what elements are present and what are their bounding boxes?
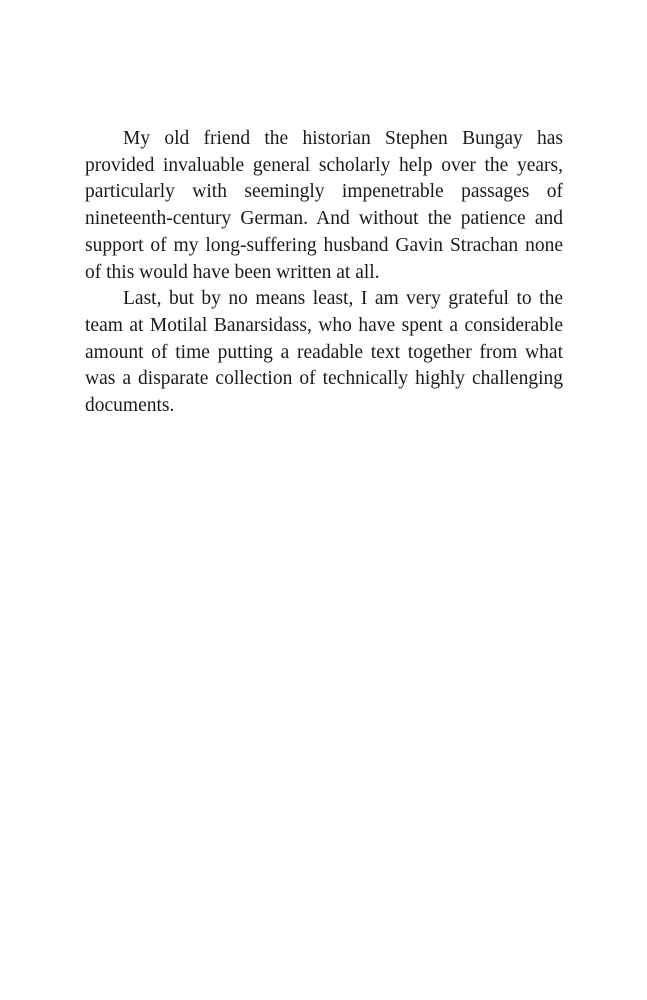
paragraph-acknowledgment-scholarly: My old friend the historian Stephen Bungay has provided invaluable general scholarly help over the years, particularly with seemingly impenetrable passages of nineteenth-century German. And without the patience and support of my long-suffering husband Gavin Strachan none of this would have been written at all.: [85, 128, 563, 283]
paragraph-acknowledgment-publisher: Last, but by no means least, I am very grateful to the team at Motilal Banarsidass, who have spent a considerable amount of time putting a readable text together from what was a disparate collection of technically highly challenging documents.: [85, 288, 563, 417]
body-text: [85, 126, 563, 420]
